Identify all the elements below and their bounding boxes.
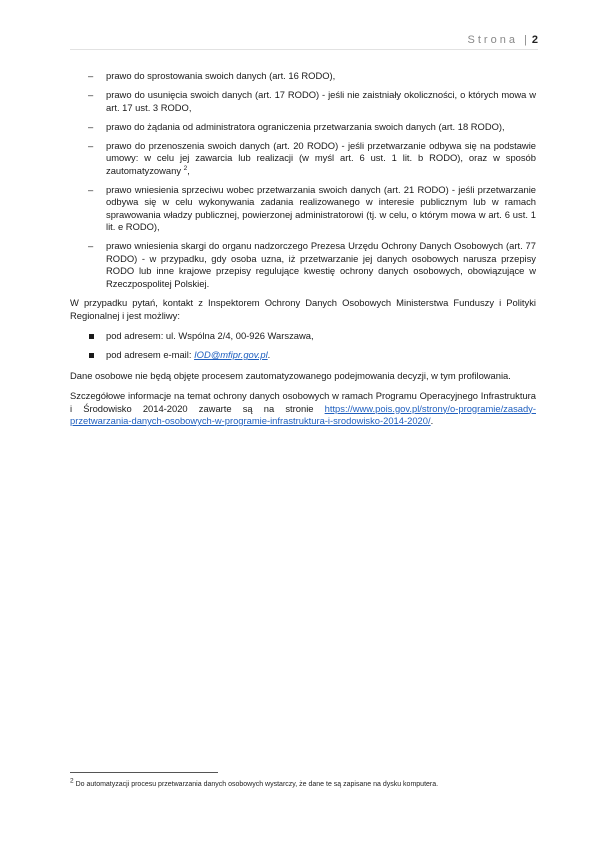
contact-list [70,330,536,362]
list-item [70,89,536,114]
contact-email-prefix: pod adresem e-mail: [106,349,195,360]
list-item-text: prawo do żądania od administratora ograniczenia przetwarzania swoich danych (art. 18 RODO), [106,120,505,132]
list-item-tail: , [187,164,190,176]
list-item-text: prawo do przenoszenia swoich danych (art. 20 RODO) - jeśli przetwarzanie odbywa się na podstawie umowy: w celu jej zawarcia lub realizacji (w myśl art. 6 ust. 1 lit. b RODO), oraz w sposób zautomatyzowany [106,139,536,176]
page-number: 2 [531,34,538,46]
footnote [70,777,536,789]
footnote-text: Do automatyzacji procesu przetwarzania danych osobowych wystarczy, że dane te są zapisane na dysku komputera. [73,781,439,788]
list-item-text: prawo do sprostowania swoich danych (art. 16 RODO), [106,70,336,81]
automation-note: Dane osobowe nie będą objęte procesem zautomatyzowanego podejmowania decyzji, w tym profilowania. [70,369,511,381]
header-label: Strona [467,34,518,46]
dash-bullet: – [88,89,94,100]
dash-bullet: – [88,70,94,81]
list-item-text: prawo do usunięcia swoich danych (art. 17 RODO) - jeśli nie zaistniały okoliczności, o których mowa w art. 17 ust. 3 RODO, [106,89,536,113]
list-item-text: prawo wniesienia sprzeciwu wobec przetwarzania swoich danych (art. 21 RODO) - jeśli przetwarzanie odbywa się w celu wykonywania zadania realizowanego w interesie publicznym lub w ramach sprawowania władzy publicznej, powierzonej administratorowi (tj. w celu, o którym mowa w art. 6 ust. 1 lit. e RODO), [106,183,536,232]
list-item [70,330,536,343]
dash-bullet: – [88,139,94,151]
footnote-ref[interactable]: 2 [183,164,188,172]
rights-list [70,70,536,290]
details-tail: . [430,415,434,426]
list-item [70,240,536,290]
dash-bullet: – [88,183,94,195]
email-link[interactable]: IOD@mfipr.gov.pl [194,349,268,360]
header-separator: | [524,34,530,46]
program-website-link[interactable]: https://www.pois.gov.pl/strony/o-programie/zasady-przetwarzania-danych-osobowych-w-programie-infrastruktura-i-srodowisko-2014-2020/ [70,402,536,426]
document-body [70,70,536,436]
page-header [468,34,538,46]
details-text: Szczegółowe informacje na temat ochrony danych osobowych w ramach Programu Operacyjnego Infrastruktura i Środowisko 2014-2020 zawarte są na stronie [70,390,536,414]
contact-address: pod adresem: ul. Wspólna 2/4, 00-926 Warszawa, [106,330,314,341]
contact-intro: W przypadku pytań, kontakt z Inspektorem Ochrony Danych Osobowych Ministerstwa Funduszy i Polityki Regionalnej i jest możliwy: [70,297,536,321]
list-item [70,184,536,234]
dash-bullet: – [88,240,94,251]
list-item-text: prawo wniesienia skargi do organu nadzorczego Prezesa Urzędu Ochrony Danych Osobowych (art. 77 RODO) - w przypadku, gdy osoba uzna, iż przetwarzanie jej danych osobowych narusza przepisy RODO lub inne krajowe przepisy regulujące kwestię ochrony danych osobowych, obowiązujące w Rzeczpospolitej Polskiej. [106,240,536,289]
details-paragraph [70,390,536,428]
list-item [70,121,536,134]
footnote-marker: 2 [70,777,74,785]
list-item [70,70,536,83]
list-item [70,140,536,178]
contact-email-suffix: . [267,349,271,360]
square-bullet-icon [89,353,94,358]
dash-bullet: – [88,120,94,132]
square-bullet-icon [89,334,94,339]
footnote-divider [70,772,218,773]
list-item [70,349,536,362]
header-divider [70,49,538,50]
